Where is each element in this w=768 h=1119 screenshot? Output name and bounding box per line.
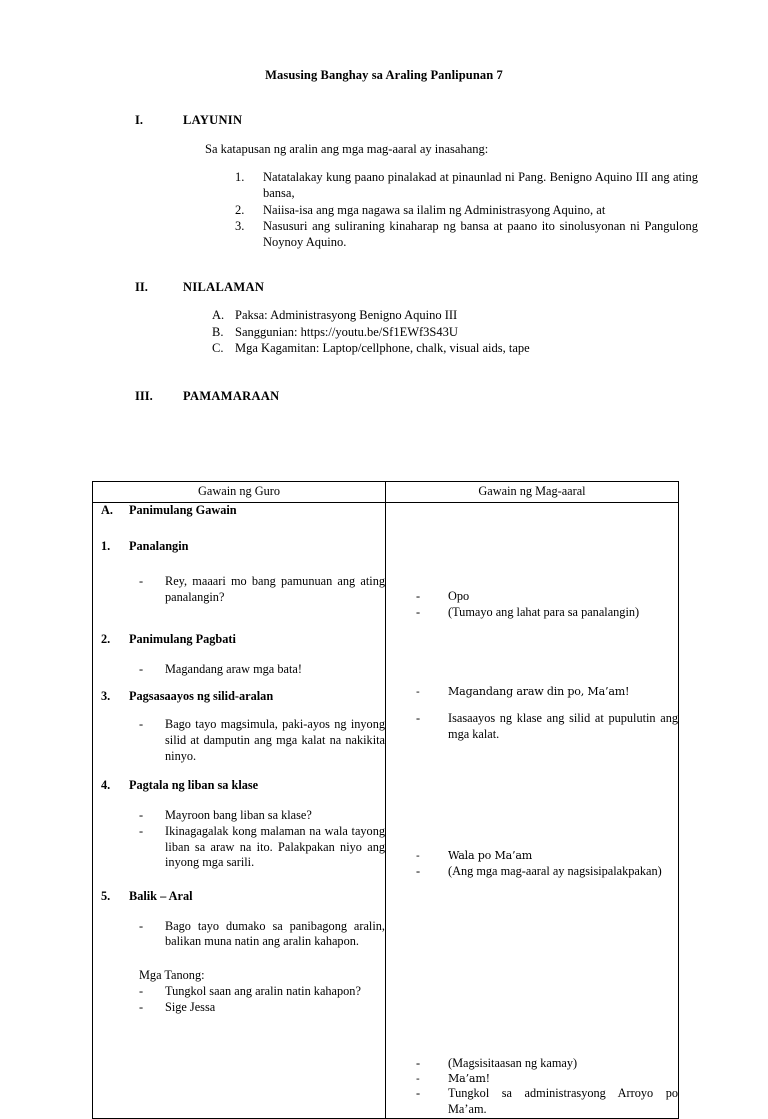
dash-bullet-icon: - xyxy=(416,1086,421,1101)
activity-heading-panimulang-pagbati xyxy=(93,632,385,648)
table-header-row xyxy=(93,482,679,503)
teacher-line xyxy=(93,574,385,605)
column-header-student: Gawain ng Mag-aaral xyxy=(386,482,679,503)
table-row xyxy=(93,503,679,1119)
dash-bullet-icon: - xyxy=(139,661,144,676)
activity-title: Balik – Aral xyxy=(129,889,193,904)
teacher-line xyxy=(93,919,385,950)
teacher-line xyxy=(93,662,385,678)
activity-heading-pagtala xyxy=(93,778,385,794)
dash-bullet-icon: - xyxy=(139,999,144,1014)
section-heading xyxy=(135,280,698,295)
column-header-teacher: Gawain ng Guro xyxy=(93,482,386,503)
dash-bullet-icon: - xyxy=(416,711,421,726)
activity-title: Panalangin xyxy=(129,538,189,553)
student-line xyxy=(386,589,678,605)
activity-title: Pagsasaayos ng silid-aralan xyxy=(129,689,274,704)
objective-list xyxy=(135,169,698,250)
section-heading xyxy=(135,389,698,404)
list-item: Sanggunian: https://youtu.be/Sf1EWf3S43U xyxy=(235,324,458,339)
activity-marker: 2. xyxy=(101,631,111,646)
content-list xyxy=(135,307,698,357)
teacher-line-text: Magandang araw mga bata! xyxy=(165,661,302,676)
dash-bullet-icon: - xyxy=(139,823,144,838)
teacher-line-text: Mayroon bang liban sa klase? xyxy=(165,808,312,823)
student-line xyxy=(386,1056,678,1072)
student-line xyxy=(386,605,678,621)
procedure-table xyxy=(92,481,679,1119)
teacher-line xyxy=(93,808,385,824)
teacher-activities-cell xyxy=(93,503,386,1119)
student-line-text: Opo xyxy=(448,589,470,603)
page-title: Masusing Banghay sa Araling Panlipunan 7 xyxy=(265,68,503,82)
dash-bullet-icon: - xyxy=(416,589,421,603)
section-numeral: III. xyxy=(135,388,153,403)
student-activities-cell xyxy=(386,503,679,1119)
teacher-line-text: Sige Jessa xyxy=(165,999,216,1014)
student-line-text: (Ang mga mag-aaral ay nagsisipalakpakan) xyxy=(448,863,662,878)
section-title: LAYUNIN xyxy=(183,113,243,127)
procedure-table-wrapper xyxy=(92,481,678,1119)
activity-marker: 3. xyxy=(101,689,111,704)
student-line xyxy=(386,849,678,863)
group-label: Panimulang Gawain xyxy=(129,503,237,517)
dash-bullet-icon: - xyxy=(416,849,420,863)
student-line-text: (Magsisitaasan ng kamay) xyxy=(448,1055,578,1070)
activity-heading-pagsasaayos xyxy=(93,689,385,705)
activity-heading-balik-aral xyxy=(93,889,385,905)
dash-bullet-icon: - xyxy=(139,574,144,589)
activity-marker: 5. xyxy=(101,889,111,904)
dash-bullet-icon: - xyxy=(416,1071,420,1085)
dash-bullet-icon: - xyxy=(416,604,421,619)
teacher-line-text: Bago tayo magsimula, paki-ayos ng inyong silid at damputin ang mga kalat na nakikita ninyo. xyxy=(165,717,385,763)
document-page xyxy=(0,68,768,1117)
student-line xyxy=(386,1072,678,1086)
teacher-line-text: Rey, maaari mo bang pamunuan ang ating panalangin? xyxy=(165,574,385,605)
teacher-line-text: Bago tayo dumako sa panibagong aralin, balikan muna natin ang aralin kahapon. xyxy=(165,918,385,949)
student-line xyxy=(386,864,678,880)
student-line xyxy=(386,1086,678,1118)
dash-bullet-icon: - xyxy=(139,808,144,823)
section-layunin xyxy=(135,113,698,250)
section-intro: Sa katapusan ng aralin ang mga mag-aaral ay inasahang: xyxy=(205,142,489,156)
activity-marker: 1. xyxy=(101,538,111,553)
teacher-line xyxy=(93,984,385,1000)
questions-subheading: Mga Tanong: xyxy=(139,968,205,983)
section-numeral: II. xyxy=(135,280,148,295)
student-line xyxy=(386,711,678,743)
student-line-text: Isasaayos ng klase ang silid at pupulutin ang mga kalat. xyxy=(448,711,678,742)
section-heading xyxy=(135,113,698,128)
teacher-line xyxy=(93,824,385,871)
list-item: Nasusuri ang suliraning kinaharap ng bansa at paano ito sinolusyonan ni Pangulong Noynoy Aquino. xyxy=(263,218,698,249)
dash-bullet-icon: - xyxy=(139,983,144,998)
student-line xyxy=(386,685,678,699)
section-nilalaman xyxy=(135,280,698,357)
dash-bullet-icon: - xyxy=(416,1055,421,1070)
section-numeral: I. xyxy=(135,113,143,127)
group-heading-panimulang-gawain xyxy=(93,503,385,519)
dash-bullet-icon: - xyxy=(416,863,421,878)
student-line-text: Magandang araw din po, Ma’am! xyxy=(448,684,630,698)
activity-title: Pagtala ng liban sa klase xyxy=(129,778,259,793)
teacher-line xyxy=(93,717,385,764)
list-item: Natatalakay kung paano pinalakad at pinaunlad ni Pang. Benigno Aquino III ang ating bansa, xyxy=(263,170,698,201)
dash-bullet-icon: - xyxy=(139,717,144,732)
student-line-text: Tungkol sa administrasyong Arroyo po Ma’am. xyxy=(448,1086,678,1117)
section-pamamaraan xyxy=(135,389,698,404)
list-item: Paksa: Administrasyong Benigno Aquino III xyxy=(235,308,458,323)
student-line-text: Ma’am! xyxy=(448,1071,490,1085)
activity-title: Panimulang Pagbati xyxy=(129,631,236,646)
list-item: Mga Kagamitan: Laptop/cellphone, chalk, visual aids, tape xyxy=(235,341,530,356)
teacher-line xyxy=(93,1000,385,1016)
student-line-text: (Tumayo ang lahat para sa panalangin) xyxy=(448,604,640,619)
section-title: NILALAMAN xyxy=(183,280,265,295)
teacher-line-text: Ikinagagalak kong malaman na wala tayong liban sa araw na ito. Palakpakan niyo ang inyong mga sarili. xyxy=(165,823,385,870)
group-marker: A. xyxy=(101,503,113,517)
activity-marker: 4. xyxy=(101,778,111,793)
teacher-line-text: Tungkol saan ang aralin natin kahapon? xyxy=(165,983,361,998)
dash-bullet-icon: - xyxy=(416,684,420,698)
section-title: PAMAMARAAN xyxy=(183,388,280,403)
list-item: Naiisa-isa ang mga nagawa sa ilalim ng Administrasyong Aquino, at xyxy=(263,202,606,217)
activity-heading-panalangin xyxy=(93,539,385,555)
dash-bullet-icon: - xyxy=(139,918,144,933)
student-line-text: Wala po Ma’am xyxy=(448,849,533,863)
